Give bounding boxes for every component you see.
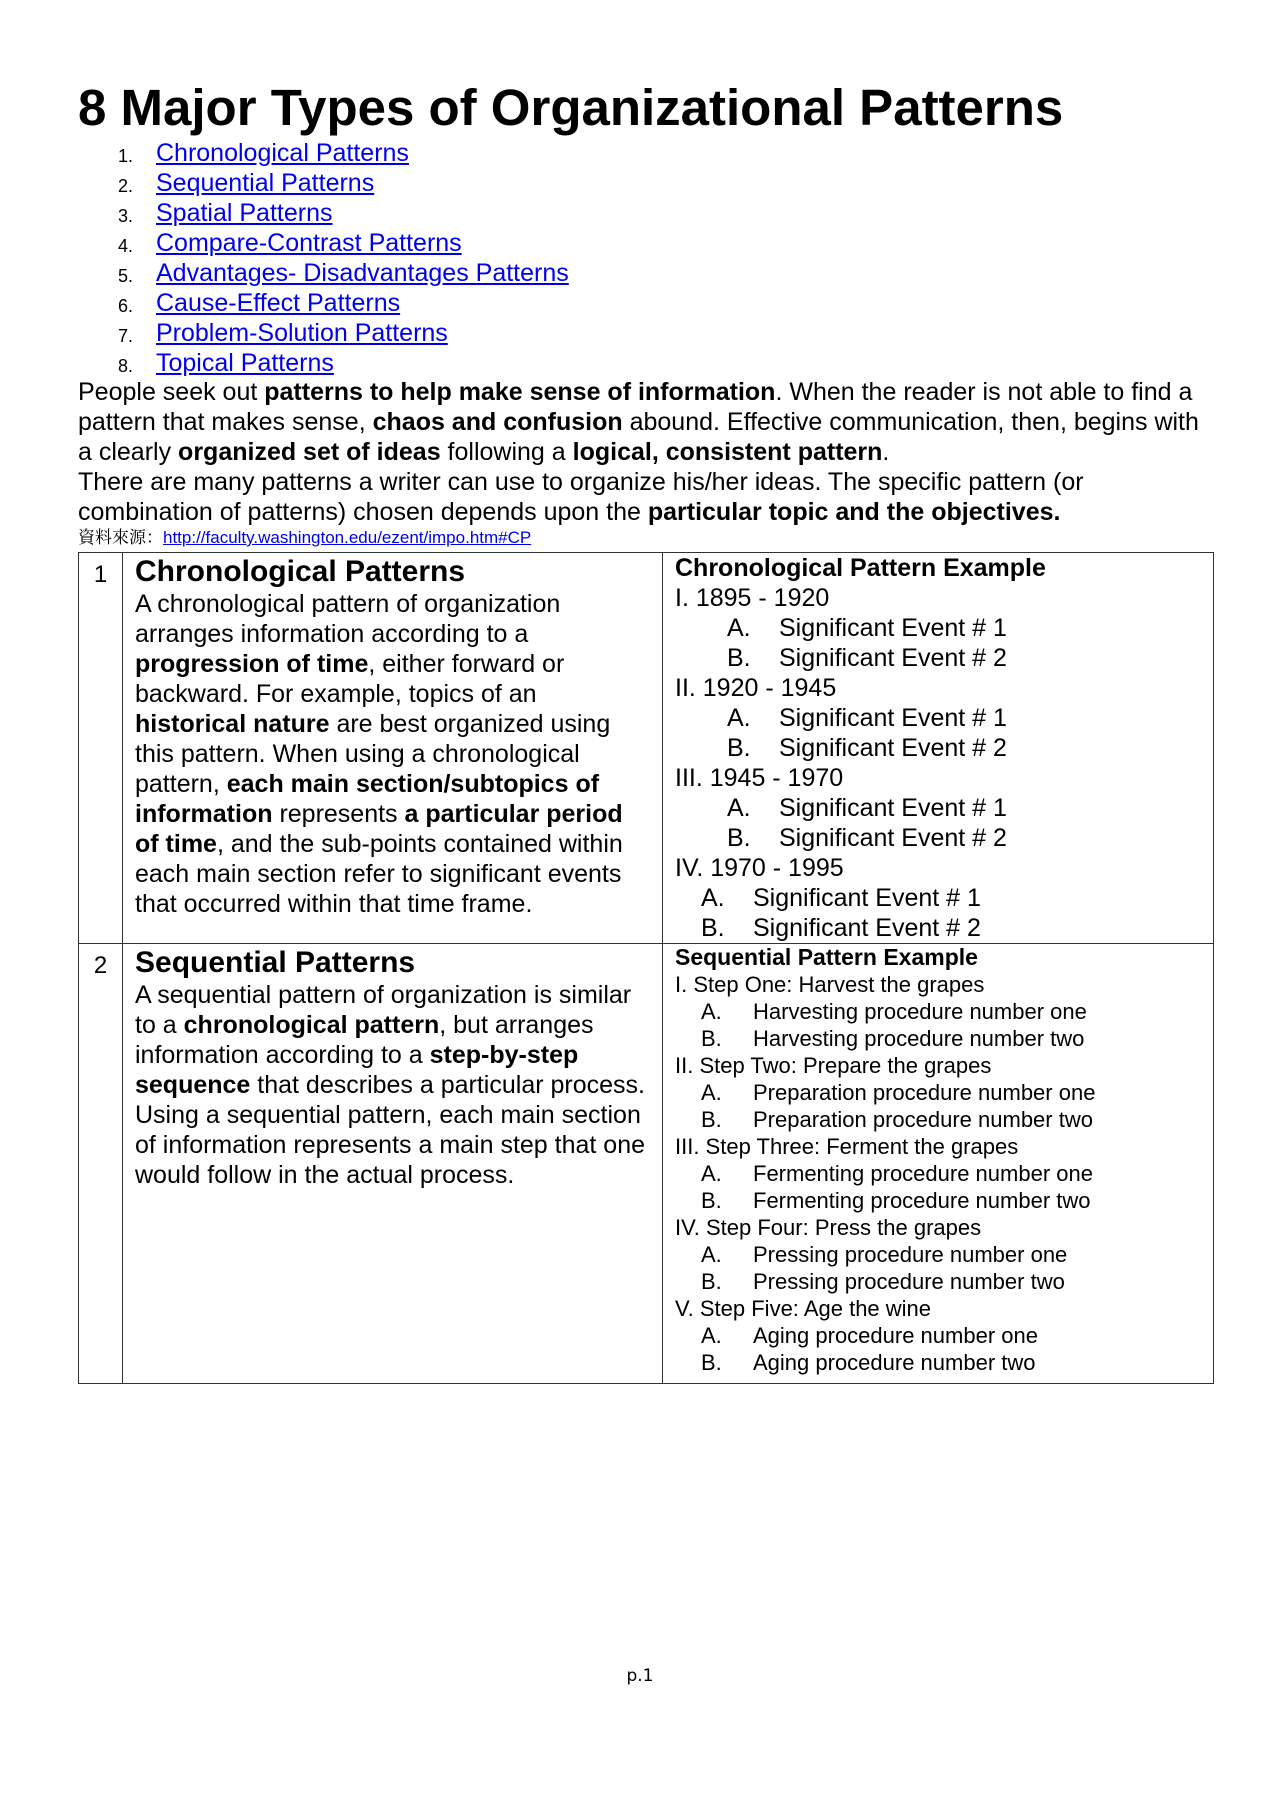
example-subitem bbox=[675, 793, 1205, 823]
text: represents bbox=[272, 800, 405, 828]
subitem-text: Pressing procedure number two bbox=[753, 1269, 1065, 1294]
subitem-text: Significant Event # 1 bbox=[779, 794, 1007, 822]
subitem-text: Significant Event # 1 bbox=[753, 884, 981, 912]
text: following a bbox=[440, 438, 573, 466]
subitem-letter: A. bbox=[727, 614, 751, 642]
toc-link-topical[interactable]: Topical Patterns bbox=[156, 349, 334, 377]
example-subitem bbox=[675, 998, 1205, 1025]
toc-number: 8. bbox=[118, 356, 134, 376]
example-subitem bbox=[675, 643, 1205, 673]
subitem-text: Pressing procedure number one bbox=[753, 1242, 1068, 1267]
subitem-letter: A. bbox=[701, 1323, 722, 1348]
example-heading: IV. Step Four: Press the grapes bbox=[675, 1215, 982, 1240]
text: , and the sub-points contained within each main section refer to significant events that occurred within that time frame. bbox=[135, 830, 623, 918]
subitem-letter: B. bbox=[727, 824, 751, 852]
table-of-contents bbox=[78, 138, 569, 378]
row-number: 1 bbox=[79, 553, 123, 944]
toc-item bbox=[78, 288, 569, 318]
toc-link-spatial[interactable]: Spatial Patterns bbox=[156, 199, 333, 227]
subitem-text: Significant Event # 2 bbox=[779, 824, 1007, 852]
bold-text: each main section/subtopics of information bbox=[135, 770, 600, 828]
text: are best organized using this pattern. When using a chronological pattern, bbox=[135, 710, 611, 798]
subitem-text: Preparation procedure number one bbox=[753, 1080, 1096, 1105]
toc-number: 6. bbox=[118, 296, 134, 316]
intro-paragraph-1 bbox=[78, 377, 1212, 467]
toc-link-chronological[interactable]: Chronological Patterns bbox=[156, 139, 409, 167]
example-subitem bbox=[675, 613, 1205, 643]
pattern-example bbox=[663, 553, 1214, 944]
toc-link-advantages-disadvantages[interactable]: Advantages- Disadvantages Patterns bbox=[156, 259, 569, 287]
text: A chronological pattern of organization arranges information according to a bbox=[135, 590, 561, 648]
row-number: 2 bbox=[79, 944, 123, 1384]
example-title: Sequential Pattern Example bbox=[675, 944, 978, 970]
text: that describes a particular process. Using a sequential pattern, each main section of information represents a main step that one would follow in the actual process. bbox=[135, 1071, 646, 1189]
subitem-text: Fermenting procedure number two bbox=[753, 1188, 1091, 1213]
toc-link-problem-solution[interactable]: Problem-Solution Patterns bbox=[156, 319, 448, 347]
text: A sequential pattern of organization is similar to a bbox=[135, 981, 632, 1039]
patterns-table bbox=[78, 552, 1214, 1384]
subitem-letter: B. bbox=[727, 644, 751, 672]
subitem-letter: B. bbox=[701, 1107, 722, 1132]
example-heading: I. Step One: Harvest the grapes bbox=[675, 972, 985, 997]
toc-link-compare-contrast[interactable]: Compare-Contrast Patterns bbox=[156, 229, 462, 257]
example-subitem bbox=[675, 823, 1205, 853]
toc-number: 5. bbox=[118, 266, 134, 286]
subitem-letter: A. bbox=[701, 884, 725, 912]
toc-item bbox=[78, 348, 569, 378]
pattern-description bbox=[123, 944, 663, 1384]
subitem-letter: B. bbox=[701, 914, 725, 942]
pattern-example bbox=[663, 944, 1214, 1384]
intro-paragraph-2 bbox=[78, 467, 1212, 527]
example-heading: III. Step Three: Ferment the grapes bbox=[675, 1134, 1019, 1159]
example-heading: II. Step Two: Prepare the grapes bbox=[675, 1053, 992, 1078]
example-subitem bbox=[675, 1025, 1205, 1052]
pattern-title: Chronological Patterns bbox=[135, 555, 466, 588]
subitem-text: Harvesting procedure number one bbox=[753, 999, 1087, 1024]
toc-item bbox=[78, 258, 569, 288]
bold-text: chronological pattern bbox=[183, 1011, 440, 1039]
subitem-letter: A. bbox=[727, 794, 751, 822]
subitem-letter: A. bbox=[701, 1161, 722, 1186]
example-subitem bbox=[675, 1322, 1205, 1349]
source-link[interactable]: http://faculty.washington.edu/ezent/impo.htm#CP bbox=[163, 528, 532, 547]
subitem-text: Preparation procedure number two bbox=[753, 1107, 1093, 1132]
bold-text: organized set of ideas bbox=[178, 438, 441, 466]
subitem-text: Harvesting procedure number two bbox=[753, 1026, 1085, 1051]
bold-text: patterns to help make sense of information bbox=[264, 378, 776, 406]
example-subitem bbox=[675, 733, 1205, 763]
subitem-letter: A. bbox=[701, 1080, 722, 1105]
example-subitem bbox=[675, 883, 1205, 913]
bold-text: step-by-step sequence bbox=[135, 1041, 579, 1099]
subitem-letter: A. bbox=[701, 999, 722, 1024]
subitem-letter: A. bbox=[727, 704, 751, 732]
toc-number: 4. bbox=[118, 236, 134, 256]
example-heading: II. 1920 - 1945 bbox=[675, 674, 837, 702]
text: . When the reader is not able to find a pattern that makes sense, bbox=[78, 378, 1193, 436]
toc-link-cause-effect[interactable]: Cause-Effect Patterns bbox=[156, 289, 401, 317]
text: There are many patterns a writer can use to organize his/her ideas. The specific pattern (or combination of patterns) chosen depends upon the bbox=[78, 468, 1084, 526]
example-subitem bbox=[675, 1268, 1205, 1295]
subitem-text: Fermenting procedure number one bbox=[753, 1161, 1093, 1186]
toc-number: 1. bbox=[118, 146, 134, 166]
text: . bbox=[882, 438, 890, 466]
subitem-letter: B. bbox=[701, 1269, 722, 1294]
subitem-letter: B. bbox=[701, 1188, 722, 1213]
example-subitem bbox=[675, 1106, 1205, 1133]
source-line bbox=[78, 528, 531, 548]
toc-item bbox=[78, 168, 569, 198]
subitem-text: Significant Event # 1 bbox=[779, 704, 1007, 732]
subitem-text: Significant Event # 2 bbox=[779, 644, 1007, 672]
toc-item bbox=[78, 228, 569, 258]
example-heading: IV. 1970 - 1995 bbox=[675, 854, 844, 882]
example-subitem bbox=[675, 1187, 1205, 1214]
example-subitem bbox=[675, 913, 1205, 943]
subitem-letter: B. bbox=[701, 1026, 722, 1051]
example-subitem bbox=[675, 1160, 1205, 1187]
toc-item bbox=[78, 198, 569, 228]
bold-text: logical, consistent pattern bbox=[572, 438, 883, 466]
pattern-title: Sequential Patterns bbox=[135, 946, 416, 979]
subitem-text: Significant Event # 1 bbox=[779, 614, 1007, 642]
bold-text: chaos and confusion bbox=[372, 408, 623, 436]
subitem-letter: B. bbox=[727, 734, 751, 762]
text: , but arranges information according to a bbox=[135, 1011, 594, 1069]
text: People seek out bbox=[78, 378, 265, 406]
bold-text: historical nature bbox=[135, 710, 330, 738]
example-heading: I. 1895 - 1920 bbox=[675, 584, 830, 612]
text: abound. Effective communication, then, begins with a clearly bbox=[78, 408, 1199, 466]
example-title: Chronological Pattern Example bbox=[675, 554, 1046, 582]
subitem-text: Aging procedure number two bbox=[753, 1350, 1036, 1375]
subitem-text: Aging procedure number one bbox=[753, 1323, 1038, 1348]
source-label: 資料來源： bbox=[78, 528, 163, 547]
example-heading: V. Step Five: Age the wine bbox=[675, 1296, 932, 1321]
pattern-text bbox=[135, 980, 652, 1190]
pattern-description bbox=[123, 553, 663, 944]
page-title: 8 Major Types of Organizational Patterns bbox=[78, 79, 1064, 136]
bold-text: particular topic and the objectives. bbox=[647, 498, 1061, 526]
toc-number: 3. bbox=[118, 206, 134, 226]
subitem-letter: A. bbox=[701, 1242, 722, 1267]
example-subitem bbox=[675, 703, 1205, 733]
toc-number: 7. bbox=[118, 326, 134, 346]
subitem-text: Significant Event # 2 bbox=[779, 734, 1007, 762]
table-row bbox=[79, 553, 1214, 944]
pattern-text bbox=[135, 589, 652, 919]
text: , either forward or backward. For example, topics of an bbox=[135, 650, 565, 708]
table-row bbox=[79, 944, 1214, 1384]
subitem-letter: B. bbox=[701, 1350, 722, 1375]
example-subitem bbox=[675, 1079, 1205, 1106]
toc-item bbox=[78, 138, 569, 168]
intro-text bbox=[78, 377, 1212, 527]
page-number: p.1 bbox=[626, 1666, 654, 1686]
toc-item bbox=[78, 318, 569, 348]
example-subitem bbox=[675, 1349, 1205, 1376]
example-heading: III. 1945 - 1970 bbox=[675, 764, 844, 792]
toc-link-sequential[interactable]: Sequential Patterns bbox=[156, 169, 375, 197]
bold-text: progression of time bbox=[135, 650, 369, 678]
toc-number: 2. bbox=[118, 176, 134, 196]
bold-text: a particular period of time bbox=[135, 800, 623, 858]
subitem-text: Significant Event # 2 bbox=[753, 914, 981, 942]
example-subitem bbox=[675, 1241, 1205, 1268]
